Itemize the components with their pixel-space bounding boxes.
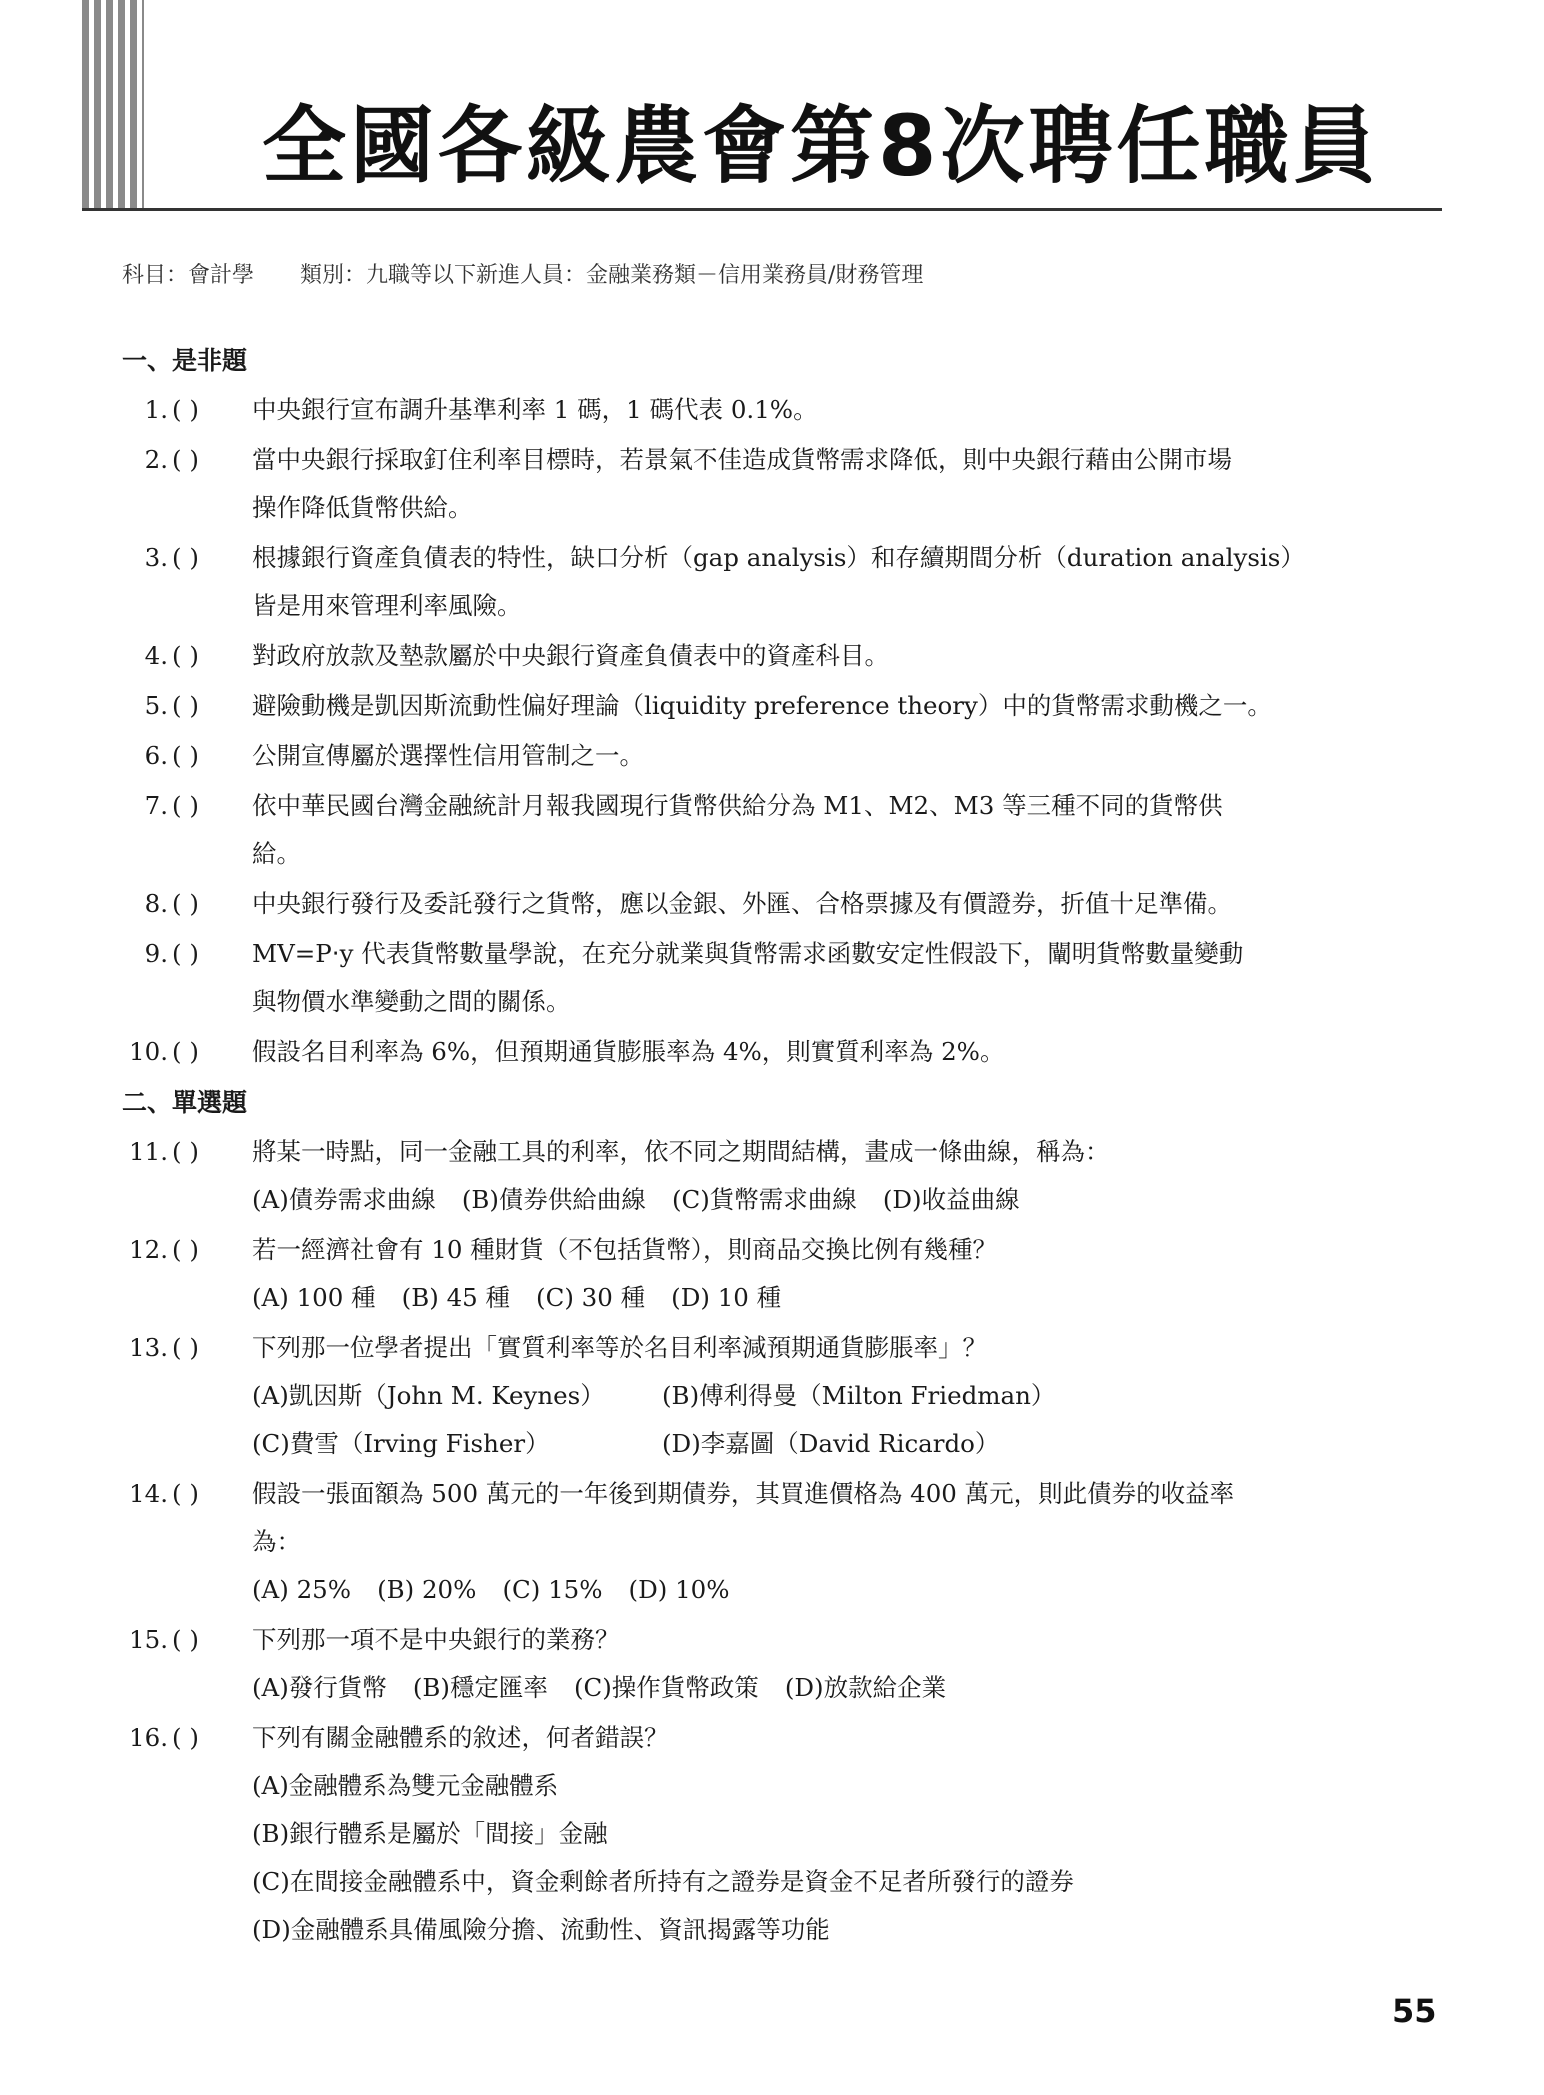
answer-blank: ( ): [172, 1333, 199, 1362]
option-b: (B)債券供給曲線: [461, 1185, 646, 1214]
answer-blank: ( ): [172, 1479, 199, 1508]
question-text: 根據銀行資產負債表的特性，缺口分析（gap analysis）和存續期間分析（duration analysis）: [252, 543, 1305, 572]
question-text: 對政府放款及墊款屬於中央銀行資產負債表中的資產科目。: [252, 641, 889, 670]
question-item: [122, 682, 1442, 730]
answer-options: [252, 1664, 1442, 1712]
option-a: (A)發行貨幣: [252, 1673, 387, 1702]
option-c: (C)在間接金融體系中，資金剩餘者所持有之證券是資金不足者所發行的證券: [252, 1867, 1074, 1896]
exam-content: [122, 336, 1442, 1956]
answer-blank: ( ): [172, 1037, 199, 1066]
question-item: [122, 1128, 1442, 1224]
answer-blank: ( ): [172, 1723, 199, 1752]
question-text: 下列那一項不是中央銀行的業務？: [252, 1625, 620, 1654]
answer-options: [252, 1176, 1442, 1224]
question-item: [122, 386, 1442, 434]
question-number: 9.: [144, 939, 168, 968]
option-d: (D)李嘉圖（David Ricardo）: [662, 1429, 1000, 1458]
option-c: (C) 30 種: [536, 1283, 646, 1312]
answer-options: [252, 1762, 1442, 1954]
question-item: [122, 1616, 1442, 1712]
answer-blank: ( ): [172, 641, 199, 670]
question-item: [122, 930, 1442, 1026]
question-text: 中央銀行發行及委託發行之貨幣，應以金銀、外匯、合格票據及有價證券，折值十足準備。: [252, 889, 1232, 918]
answer-blank: ( ): [172, 691, 199, 720]
answer-blank: ( ): [172, 543, 199, 572]
answer-blank: ( ): [172, 445, 199, 474]
question-item: [122, 782, 1442, 878]
question-number: 7.: [144, 791, 168, 820]
question-number: 12.: [129, 1235, 168, 1264]
question-item: [122, 436, 1442, 532]
option-b: (B)傅利得曼（Milton Friedman）: [662, 1381, 1056, 1410]
question-text: 將某一時點，同一金融工具的利率，依不同之期間結構，畫成一條曲線，稱為：: [252, 1137, 1110, 1166]
answer-blank: ( ): [172, 1625, 199, 1654]
question-number: 15.: [129, 1625, 168, 1654]
question-number: 2.: [144, 445, 168, 474]
question-text: 假設名目利率為 6%，但預期通貨膨脹率為 4%，則實質利率為 2%。: [252, 1037, 1005, 1066]
page-title: 全國各級農會第8次聘任職員: [262, 97, 1381, 195]
option-d: (D)金融體系具備風險分擔、流動性、資訊揭露等功能: [252, 1915, 830, 1944]
question-text: 下列有關金融體系的敘述，何者錯誤？: [252, 1723, 669, 1752]
option-d: (D)放款給企業: [784, 1673, 947, 1702]
question-text: 下列那一位學者提出「實質利率等於名目利率減預期通貨膨脹率」？: [252, 1333, 987, 1362]
question-number: 6.: [144, 741, 168, 770]
question-number: 16.: [129, 1723, 168, 1752]
answer-blank: ( ): [172, 1137, 199, 1166]
question-item: [122, 1028, 1442, 1076]
answer-blank: ( ): [172, 741, 199, 770]
option-b: (B)穩定匯率: [412, 1673, 548, 1702]
question-item: [122, 1470, 1442, 1614]
question-text: 給。: [252, 839, 301, 868]
question-number: 1.: [144, 395, 168, 424]
page-number: 55: [1392, 1992, 1437, 2030]
header-stripe-decoration: [82, 0, 144, 208]
option-a: (A)凱因斯（John M. Keynes）: [252, 1381, 605, 1410]
option-d: (D) 10%: [628, 1575, 730, 1604]
question-text: 皆是用來管理利率風險。: [252, 591, 522, 620]
option-c: (C) 15%: [502, 1575, 603, 1604]
answer-options: [252, 1566, 1442, 1614]
answer-blank: ( ): [172, 1235, 199, 1264]
question-text: MV=P‧y 代表貨幣數量學說，在充分就業與貨幣需求函數安定性假設下，闡明貨幣數量變動: [252, 939, 1244, 968]
option-b: (B) 20%: [377, 1575, 477, 1604]
answer-blank: ( ): [172, 939, 199, 968]
question-number: 4.: [144, 641, 168, 670]
header-divider: [82, 208, 1442, 211]
answer-blank: ( ): [172, 889, 199, 918]
question-text: 當中央銀行採取釘住利率目標時，若景氣不佳造成貨幣需求降低，則中央銀行藉由公開市場: [252, 445, 1232, 474]
question-text: 中央銀行宣布調升基準利率 1 碼，1 碼代表 0.1%。: [252, 395, 818, 424]
question-text: 假設一張面額為 500 萬元的一年後到期債券，其買進價格為 400 萬元，則此債券的收益率: [252, 1479, 1235, 1508]
option-a: (A)債券需求曲線: [252, 1185, 436, 1214]
question-number: 3.: [144, 543, 168, 572]
option-c: (C)操作貨幣政策: [573, 1673, 759, 1702]
question-number: 13.: [129, 1333, 168, 1362]
category-label: 類別：九職等以下新進人員：金融業務類－信用業務員/財務管理: [300, 263, 924, 288]
option-d: (D) 10 種: [671, 1283, 782, 1312]
option-b: (B) 45 種: [401, 1283, 511, 1312]
question-item: [122, 632, 1442, 680]
question-item: [122, 1324, 1442, 1468]
answer-options: [252, 1372, 1442, 1468]
question-text: 與物價水準變動之間的關係。: [252, 987, 571, 1016]
question-number: 5.: [144, 691, 168, 720]
option-a: (A) 25%: [252, 1575, 352, 1604]
subject-label: 科目：會計學: [122, 263, 255, 288]
option-a: (A) 100 種: [252, 1283, 376, 1312]
answer-blank: ( ): [172, 395, 199, 424]
answer-options: [252, 1274, 1442, 1322]
question-text: 依中華民國台灣金融統計月報我國現行貨幣供給分為 M1、M2、M3 等三種不同的貨幣供: [252, 791, 1223, 820]
question-text: 為：: [252, 1527, 301, 1556]
question-text: 避險動機是凱因斯流動性偏好理論（liquidity preference theory）中的貨幣需求動機之一。: [252, 691, 1272, 720]
option-c: (C)貨幣需求曲線: [671, 1185, 857, 1214]
section-heading-single-choice: 二、單選題: [122, 1088, 248, 1117]
answer-blank: ( ): [172, 791, 199, 820]
question-number: 11.: [129, 1137, 168, 1166]
subject-line: [122, 258, 923, 289]
option-d: (D)收益曲線: [882, 1185, 1020, 1214]
option-c: (C)費雪（Irving Fisher）: [252, 1429, 550, 1458]
question-item: [122, 880, 1442, 928]
question-number: 14.: [129, 1479, 168, 1508]
option-b: (B)銀行體系是屬於「間接」金融: [252, 1819, 608, 1848]
question-number: 8.: [144, 889, 168, 918]
question-text: 若一經濟社會有 10 種財貨（不包括貨幣），則商品交換比例有幾種？: [252, 1235, 997, 1264]
question-text: 公開宣傳屬於選擇性信用管制之一。: [252, 741, 644, 770]
question-item: [122, 1226, 1442, 1322]
section-heading-true-false: 一、是非題: [122, 346, 248, 375]
question-item: [122, 534, 1442, 630]
question-number: 10.: [129, 1037, 168, 1066]
option-a: (A)金融體系為雙元金融體系: [252, 1771, 559, 1800]
question-item: [122, 732, 1442, 780]
question-text: 操作降低貨幣供給。: [252, 493, 473, 522]
question-item: [122, 1714, 1442, 1954]
